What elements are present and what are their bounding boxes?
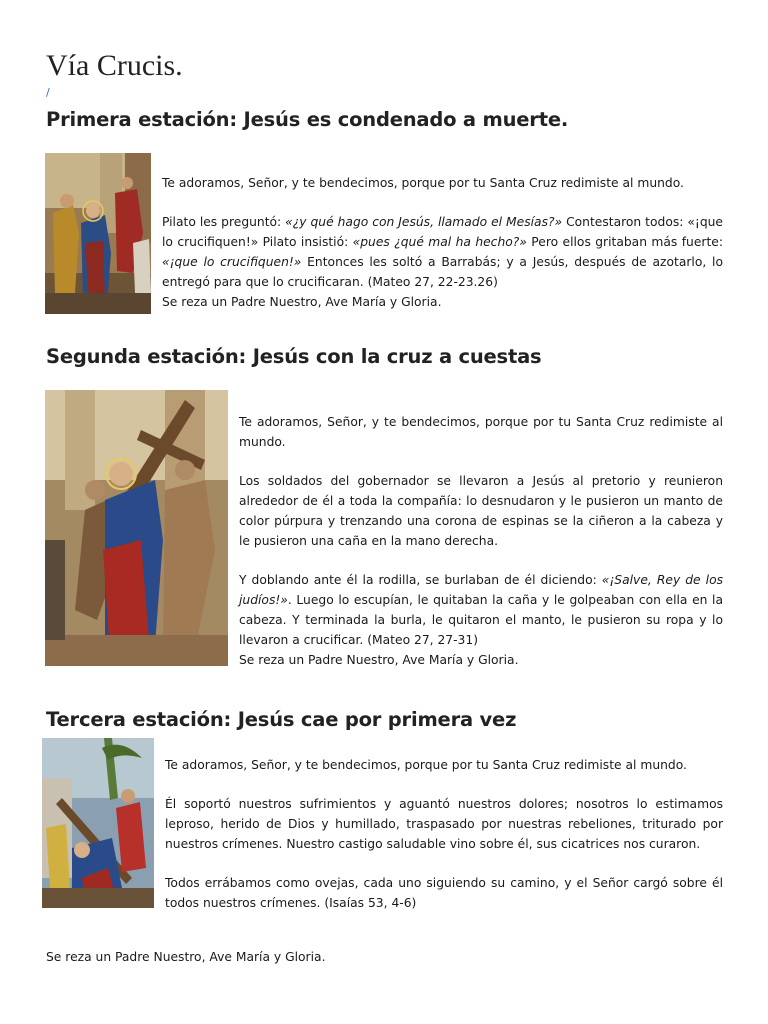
station-1-reading: Pilato les preguntó: «¿y qué hago con Jesús, llamado el Mesías?» Contestaron todos: «¡que lo crucifiquen!» Pilato insistió: «pues ¿qué mal ha hecho?» Pero ellos gritaban más fuerte: «¡que lo crucifiquen!» Entonces les soltó a Barrabás; y a Jesús, después de azotarlo, lo entregó para que lo crucificaran. (Mateo 27, 22-23.26): [162, 215, 723, 289]
station-1-text: [162, 173, 723, 312]
station-2-reading-1: Los soldados del gobernador se llevaron a Jesús al pretorio y reunieron alrededor de él a toda la compañía: lo desnudaron y le pusieron un manto de color púrpura y trenzando una corona de espinas se la ciñeron a la cabeza y le pusieron una caña en la mano derecha.: [239, 474, 723, 548]
footer-prayer: Se reza un Padre Nuestro, Ave María y Gloria.: [46, 950, 326, 964]
station-2-heading: Segunda estación: Jesús con la cruz a cuestas: [46, 345, 542, 368]
station-3-reading-1: Él soportó nuestros sufrimientos y aguantó nuestros dolores; nosotros lo estimamos leproso, herido de Dios y humillado, traspasado por nuestras rebeliones, triturado por nuestros crímenes. Nuestro castigo saludable vino sobre él, sus cicatrices nos curaron.: [165, 797, 723, 851]
document-title: Vía Crucis.: [46, 49, 183, 82]
station-3-reading-2: Todos errábamos como ovejas, cada uno siguiendo su camino, y el Señor cargó sobre él todos nuestros crímenes. (Isaías 53, 4-6): [165, 876, 723, 910]
station-1-adoration: Te adoramos, Señor, y te bendecimos, porque por tu Santa Cruz redimiste al mundo.: [162, 176, 684, 190]
station-1-heading: Primera estación: Jesús es condenado a muerte.: [46, 108, 569, 131]
station-2-text: [239, 412, 723, 670]
station-2-adoration: Te adoramos, Señor, y te bendecimos, porque por tu Santa Cruz redimiste al mundo.: [239, 415, 723, 449]
station-2-painting: [45, 390, 228, 666]
breadcrumb-link[interactable]: /: [46, 86, 50, 99]
station-1-prayer: Se reza un Padre Nuestro, Ave María y Gloria.: [162, 295, 442, 309]
station-3-heading: Tercera estación: Jesús cae por primera vez: [46, 708, 517, 731]
station-3-painting: [42, 738, 154, 908]
station-1-painting: [45, 153, 151, 314]
station-3-text: [165, 755, 723, 913]
station-2-reading-2: Y doblando ante él la rodilla, se burlaban de él diciendo: «¡Salve, Rey de los judíos!». Luego lo escupían, le quitaban la caña y le golpeaban con ella en la cabeza. Y terminada la burla, le quitaron el manto, le pusieron su ropa y lo llevaron a crucificar. (Mateo 27, 27-31): [239, 573, 723, 647]
station-3-adoration: Te adoramos, Señor, y te bendecimos, porque por tu Santa Cruz redimiste al mundo.: [165, 758, 687, 772]
station-2-prayer: Se reza un Padre Nuestro, Ave María y Gloria.: [239, 653, 519, 667]
